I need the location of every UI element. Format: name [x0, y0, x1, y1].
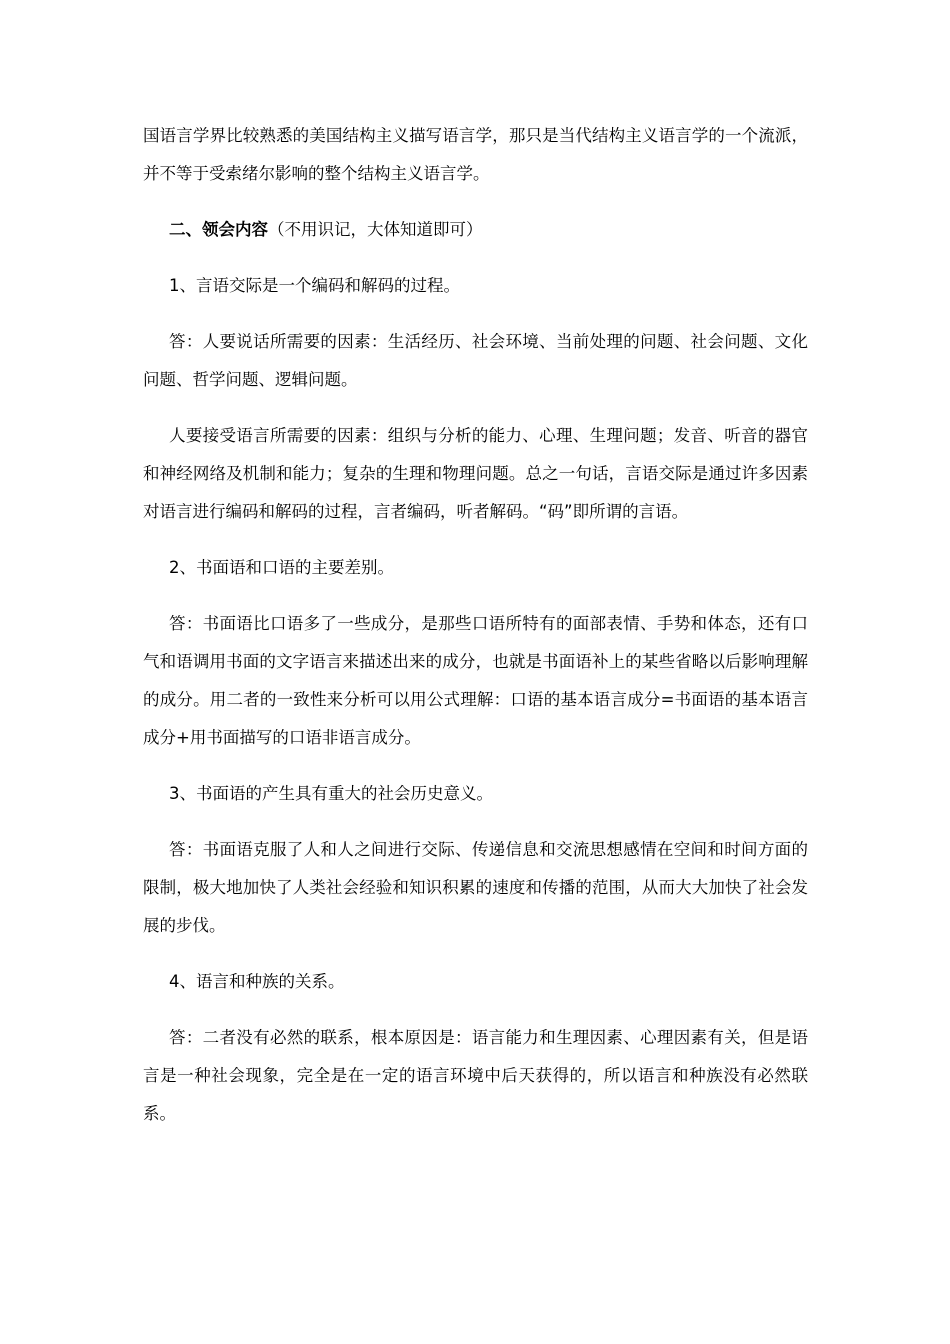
question-1: 1、言语交际是一个编码和解码的过程。: [169, 276, 460, 295]
section-heading-note: （不用识记，大体知道即可）: [268, 220, 483, 239]
question-4: 4、语言和种族的关系。: [169, 972, 345, 991]
answer-2: 答：书面语比口语多了一些成分，是那些口语所特有的面部表情、手势和体态，还有口气和语调用书面的文字语言来描述出来的成分，也就是书面语补上的某些省略以后影响理解的成分。用二者的一致性来分析可以用公式理解：口语的基本语言成分=书面语的基本语言成分+用书面描写的口语非语言成分。: [143, 614, 808, 747]
answer-1-part-2: 人要接受语言所需要的因素：组织与分析的能力、心理、生理问题；发音、听音的器官和神经网络及机制和能力；复杂的生理和物理问题。总之一句话，言语交际是通过许多因素对语言进行编码和解码的过程，言者编码，听者解码。“码”即所谓的言语。: [143, 426, 808, 521]
answer-1-part-1: 答：人要说话所需要的因素：生活经历、社会环境、当前处理的问题、社会问题、文化问题、哲学问题、逻辑问题。: [143, 332, 808, 389]
document-body: [143, 117, 808, 1151]
section-heading-title: 二、领会内容: [169, 220, 268, 239]
answer-3: 答：书面语克服了人和人之间进行交际、传递信息和交流思想感情在空间和时间方面的限制，极大地加快了人类社会经验和知识积累的速度和传播的范围，从而大大加快了社会发展的步伐。: [143, 840, 808, 935]
intro-paragraph: 国语言学界比较熟悉的美国结构主义描写语言学，那只是当代结构主义语言学的一个流派，并不等于受索绪尔影响的整个结构主义语言学。: [143, 126, 808, 183]
section-heading: [143, 211, 808, 249]
question-2: 2、书面语和口语的主要差别。: [169, 558, 394, 577]
answer-4: 答：二者没有必然的联系，根本原因是：语言能力和生理因素、心理因素有关，但是语言是一种社会现象，完全是在一定的语言环境中后天获得的，所以语言和种族没有必然联系。: [143, 1028, 808, 1123]
question-3: 3、书面语的产生具有重大的社会历史意义。: [169, 784, 493, 803]
